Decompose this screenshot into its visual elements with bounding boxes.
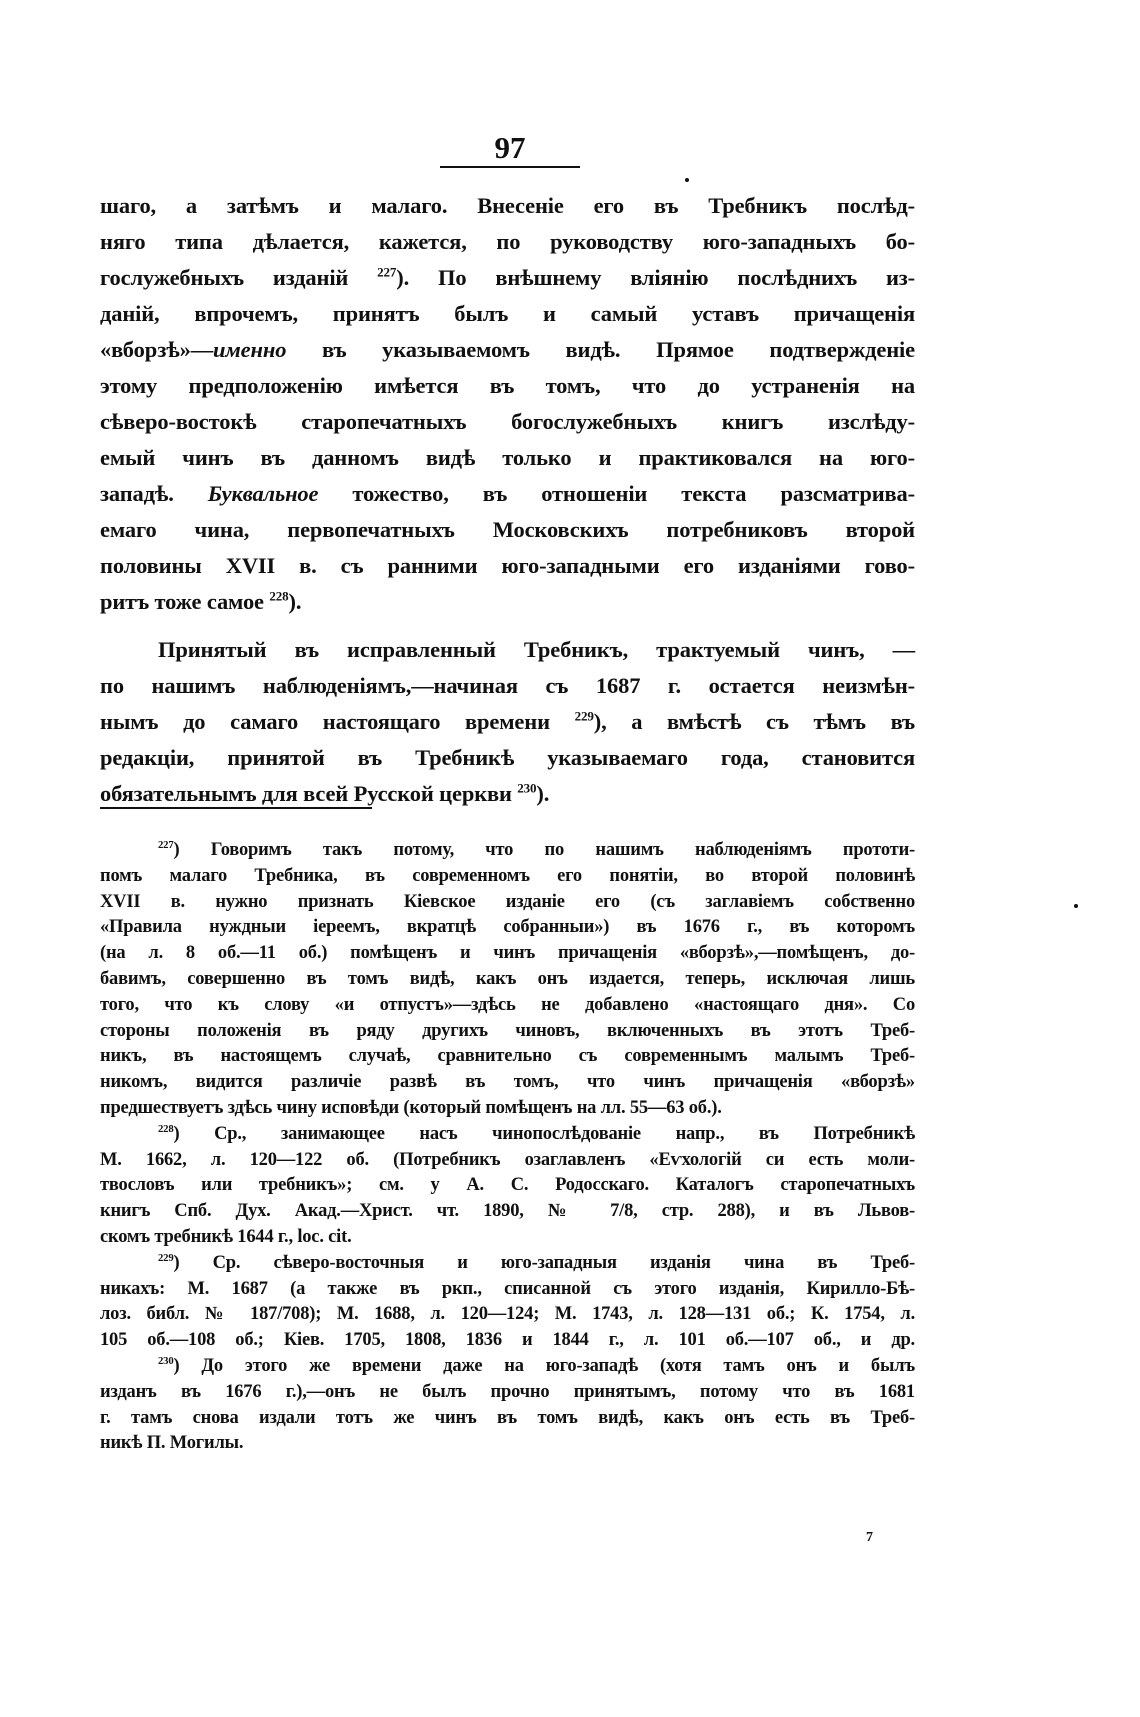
text-line: 105 об.—108 об.; Кіев. 1705, 1808, 1836 и 1844 г., л. 101 об.—107 об., и др. [100, 1330, 915, 1351]
text-line: лоз. библ. № 187/708); М. 1688, л. 120—124; М. 1743, л. 128—131 об.; К. 1754, л. [100, 1304, 915, 1325]
text-line: редакціи, принятой въ Требникѣ указываемаго года, становится [100, 745, 915, 770]
footnote-ref-229: 229 [574, 708, 594, 724]
footnote-ref-230: 230 [517, 780, 537, 796]
text-line: по нашимъ наблюденіямъ,—начиная съ 1687 г. остается неизмѣн- [100, 673, 915, 698]
footnote-marker: 228 [158, 1122, 174, 1135]
print-speck [685, 178, 689, 182]
text-line: изданъ въ 1676 г.),—онъ не былъ прочно принятымъ, потому что въ 1681 [100, 1381, 915, 1402]
print-speck [1074, 904, 1078, 908]
footnote-ref-227: 227 [377, 264, 397, 280]
text-line: стороны положенія въ ряду другихъ чиновъ, включенныхъ въ этотъ Треб- [100, 1020, 915, 1041]
text-line: (на л. 8 об.—11 об.) помѣщенъ и чинъ причащенія «вборзѣ»,—помѣщенъ, до- [100, 943, 915, 964]
italic-emphasis: именно [213, 337, 287, 362]
text-line: никѣ П. Могилы. [100, 1433, 244, 1454]
text-line: того, что къ слову «и отпустъ»—здѣсь не добавлено «настоящаго дня». Со [100, 994, 915, 1015]
footnotes [100, 838, 915, 1457]
footnote-marker: 230 [158, 1354, 174, 1367]
text-line: $^{230}$) До этого же времени даже на юго-западѣ (хотя тамъ онъ и былъ [158, 1354, 915, 1376]
text-line: нымъ до самаго настоящаго времени $^{229}$), а вмѣстѣ съ тѣмъ въ [100, 708, 916, 734]
text-line: емый чинъ въ данномъ видѣ только и практиковался на юго- [100, 445, 915, 470]
text-line: г. тамъ снова издали тотъ же чинъ въ томъ видѣ, какъ онъ есть въ Треб- [100, 1407, 915, 1428]
header-rule [440, 166, 580, 168]
text-line: $^{227}$) Говоримъ такъ потому, что по нашимъ наблюденіямъ прототи- [158, 838, 915, 860]
text-line: сѣверо-востокѣ старопечатныхъ богослужебныхъ книгъ изслѣду- [100, 409, 915, 434]
text-line: $^{229}$) Ср. сѣверо-восточныя и юго-западныя изданія чина въ Треб- [158, 1251, 915, 1273]
footnote-marker: 229 [158, 1251, 174, 1264]
paragraph-2 [100, 632, 915, 812]
text-line: этому предположенію имѣется въ томъ, что до устраненія на [100, 373, 915, 398]
footnote-229 [100, 1251, 915, 1354]
text-line: обязательнымъ для всей Русской церкви $^{230}$). [100, 780, 550, 806]
text-line: помъ малаго Требника, въ современномъ его понятіи, во второй половинѣ [100, 865, 915, 886]
italic-emphasis: Буквальное [207, 481, 319, 506]
page-number: 97 [494, 130, 526, 165]
text-line: никомъ, видится различіе развѣ въ томъ, что чинъ причащенія «вборзѣ» [100, 1072, 915, 1093]
text-line: даній, впрочемъ, принятъ былъ и самый уставъ причащенія [100, 301, 915, 326]
text-line: ритъ тоже самое $^{228}$). [100, 588, 302, 614]
paragraph-1 [100, 188, 915, 620]
text-line: $^{228}$) Ср., занимающее насъ чинопослѣдованіе напр., въ Потребникѣ [158, 1122, 915, 1144]
text-line: «Правила нуждныи іереемъ, вкратцѣ собранныи») въ 1676 г., въ которомъ [100, 917, 915, 938]
footnote-230 [100, 1354, 915, 1457]
footnote-separator [100, 807, 372, 809]
text-line: твословъ или требникъ»; см. у А. С. Родосскаго. Каталогъ старопечатныхъ [100, 1175, 915, 1196]
text-line: предшествуетъ здѣсь чину исповѣди (который помѣщенъ на лл. 55—63 об.). [100, 1097, 722, 1118]
text-line: гослужебныхъ изданій $^{227}$). По внѣшнему вліянію послѣднихъ из- [100, 264, 915, 290]
footnote-marker: 227 [158, 838, 174, 851]
text-line: скомъ требникѣ 1644 г., loc. cit. [100, 1226, 352, 1247]
text-line: XVII в. нужно признать Кіевское изданіе его (съ заглавіемъ собственно [100, 891, 915, 912]
main-text [100, 188, 915, 812]
footnote-227 [100, 838, 915, 1122]
text-line: западѣ. Буквальное тожество, въ отношеніи текста разсматрива- [100, 481, 915, 506]
text-line: М. 1662, л. 120—122 об. (Потребникъ озаглавленъ «Еѵхологій си есть моли- [100, 1149, 915, 1170]
text-line: никахъ: М. 1687 (а также въ ркп., списанной съ этого изданія, Кирилло-Бѣ- [100, 1278, 915, 1299]
text-line: «вборзѣ»—именно въ указываемомъ видѣ. Прямое подтвержденіе [100, 337, 915, 362]
text-line: книгъ Спб. Дух. Акад.—Христ. чт. 1890, № 7/8, стр. 288), и въ Львов- [100, 1201, 915, 1222]
text-line: бавимъ, совершенно въ томъ видѣ, какъ онъ издается, теперь, исключая лишь [100, 968, 915, 989]
text-line: половины XVII в. съ ранними юго-западными его изданіями гово- [100, 553, 915, 578]
footnote-ref-228: 228 [269, 588, 289, 604]
text-line: емаго чина, первопечатныхъ Московскихъ потребниковъ второй [100, 517, 915, 542]
printer-signature-mark: 7 [866, 1530, 873, 1545]
footnote-228 [100, 1122, 915, 1251]
text-line: Принятый въ исправленный Требникъ, трактуемый чинъ, — [158, 637, 915, 662]
text-line: няго типа дѣлается, кажется, по руководству юго-западныхъ бо- [100, 229, 915, 254]
text-line: шаго, а затѣмъ и малаго. Внесеніе его въ Требникъ послѣд- [100, 193, 915, 218]
text-line: никъ, въ настоящемъ случаѣ, сравнительно съ современнымъ малымъ Треб- [100, 1046, 915, 1067]
